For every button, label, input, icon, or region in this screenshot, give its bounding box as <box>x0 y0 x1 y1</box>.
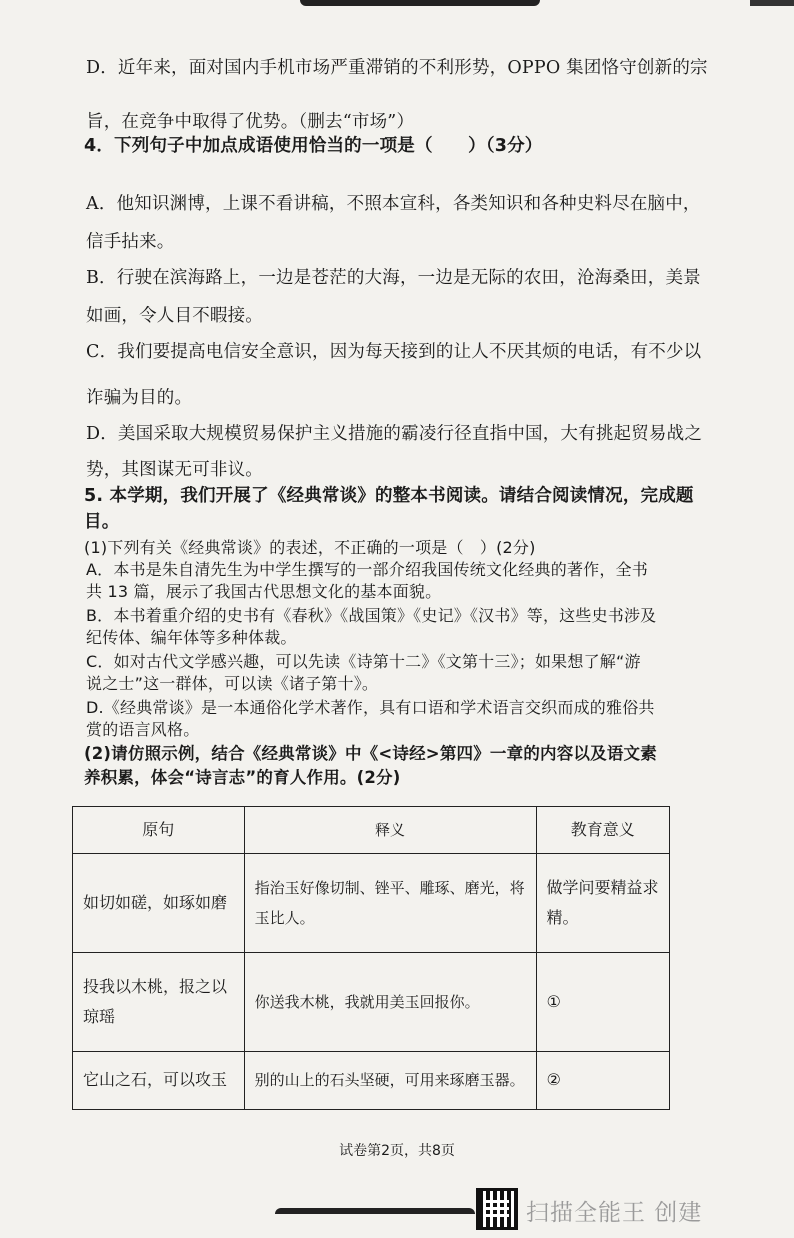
header-original-sentence: 原句 <box>73 807 245 854</box>
q5-1-option-a-line2: 共 13 篇，展示了我国古代思想文化的基本面貌。 <box>86 582 442 601</box>
q5-1-option-c-line2: 说之士”这一群体，可以读《诸子第十》。 <box>86 674 379 693</box>
scan-shadow-top <box>300 0 540 6</box>
q5-1-option-d-line1: D.《经典常谈》是一本通俗化学术著作，具有口语和学术语言交织而成的雅俗共 <box>86 698 655 717</box>
q4-option-a-line2: 信手拈来。 <box>86 232 175 252</box>
cell-original: 投我以木桃，报之以琼瑶 <box>73 952 245 1051</box>
q4-option-c-line2: 诈骗为目的。 <box>86 388 193 408</box>
q5-1-option-a-line1: A．本书是朱自清先生为中学生撰写的一部介绍我国传统文化经典的著作，全书 <box>86 560 648 579</box>
q5-1-option-c-line1: C．如对古代文学感兴趣，可以先读《诗第十二》《文第十三》；如果想了解“游 <box>86 652 641 671</box>
scan-corner-mark <box>750 0 794 6</box>
q5-1-option-d-line2: 赏的语言风格。 <box>86 720 200 739</box>
q4-option-d-line2: 势，其图谋无可非议。 <box>86 460 263 480</box>
option-d-q3-line2: 旨，在竞争中取得了优势。（删去“市场”） <box>86 112 415 132</box>
table-header-row <box>73 807 670 854</box>
question-5-stem-line2: 目。 <box>84 512 120 532</box>
q5-part2-stem-line2: 养积累，体会“诗言志”的育人作用。(2分) <box>84 768 401 787</box>
q4-option-b-line2: 如画，令人目不暇接。 <box>86 306 263 326</box>
table-row <box>73 854 670 953</box>
q4-option-c-line1: C．我们要提高电信安全意识，因为每天接到的让人不厌其烦的电话，有不少以 <box>86 342 702 362</box>
qr-code-icon <box>476 1188 518 1230</box>
table-row <box>73 952 670 1051</box>
header-educational-meaning: 教育意义 <box>536 807 669 854</box>
cell-original: 如切如磋，如琢如磨 <box>73 854 245 953</box>
q5-part2-stem-line1: (2)请仿照示例，结合《经典常谈》中《<诗经>第四》一章的内容以及语文素 <box>84 744 657 763</box>
cell-original: 它山之石，可以攻玉 <box>73 1051 245 1109</box>
scan-shadow-bottom <box>275 1208 475 1214</box>
scanner-watermark: 扫描全能王 创建 <box>526 1200 703 1226</box>
q4-option-b-line1: B．行驶在滨海路上，一边是苍茫的大海，一边是无际的农田，沧海桑田，美景 <box>86 268 701 288</box>
poetry-answer-table <box>72 806 670 1110</box>
cell-meaning: 指治玉好像切制、锉平、雕琢、磨光，将玉比人。 <box>244 854 536 953</box>
q4-option-d-line1: D．美国采取大规模贸易保护主义措施的霸凌行径直指中国，大有挑起贸易战之 <box>86 424 703 444</box>
cell-meaning: 别的山上的石头坚硬，可用来琢磨玉器。 <box>244 1051 536 1109</box>
cell-educational: 做学问要精益求精。 <box>536 854 669 953</box>
answer-blank-2[interactable]: ② <box>536 1051 669 1109</box>
q4-option-a-line1: A．他知识渊博，上课不看讲稿，不照本宣科，各类知识和各种史料尽在脑中， <box>86 194 701 214</box>
question-5-stem-line1: 5. 本学期，我们开展了《经典常谈》的整本书阅读。请结合阅读情况，完成题 <box>84 486 694 506</box>
question-4-stem: 4．下列句子中加点成语使用恰当的一项是（ ）（3分） <box>84 136 543 156</box>
q5-1-option-b-line2: 纪传体、编年体等多种体裁。 <box>86 628 297 647</box>
option-d-q3-line1: D．近年来，面对国内手机市场严重滞销的不利形势，OPPO 集团恪守创新的宗 <box>86 58 708 78</box>
table-row <box>73 1051 670 1109</box>
page-footer: 试卷第2页，共8页 <box>339 1143 455 1159</box>
header-meaning: 释义 <box>244 807 536 854</box>
answer-blank-1[interactable]: ① <box>536 952 669 1051</box>
q5-1-option-b-line1: B．本书着重介绍的史书有《春秋》《战国策》《史记》《汉书》等，这些史书涉及 <box>86 606 657 625</box>
cell-meaning: 你送我木桃，我就用美玉回报你。 <box>244 952 536 1051</box>
q5-part1-stem: (1)下列有关《经典常谈》的表述，不正确的一项是（ ）(2分) <box>84 538 536 557</box>
